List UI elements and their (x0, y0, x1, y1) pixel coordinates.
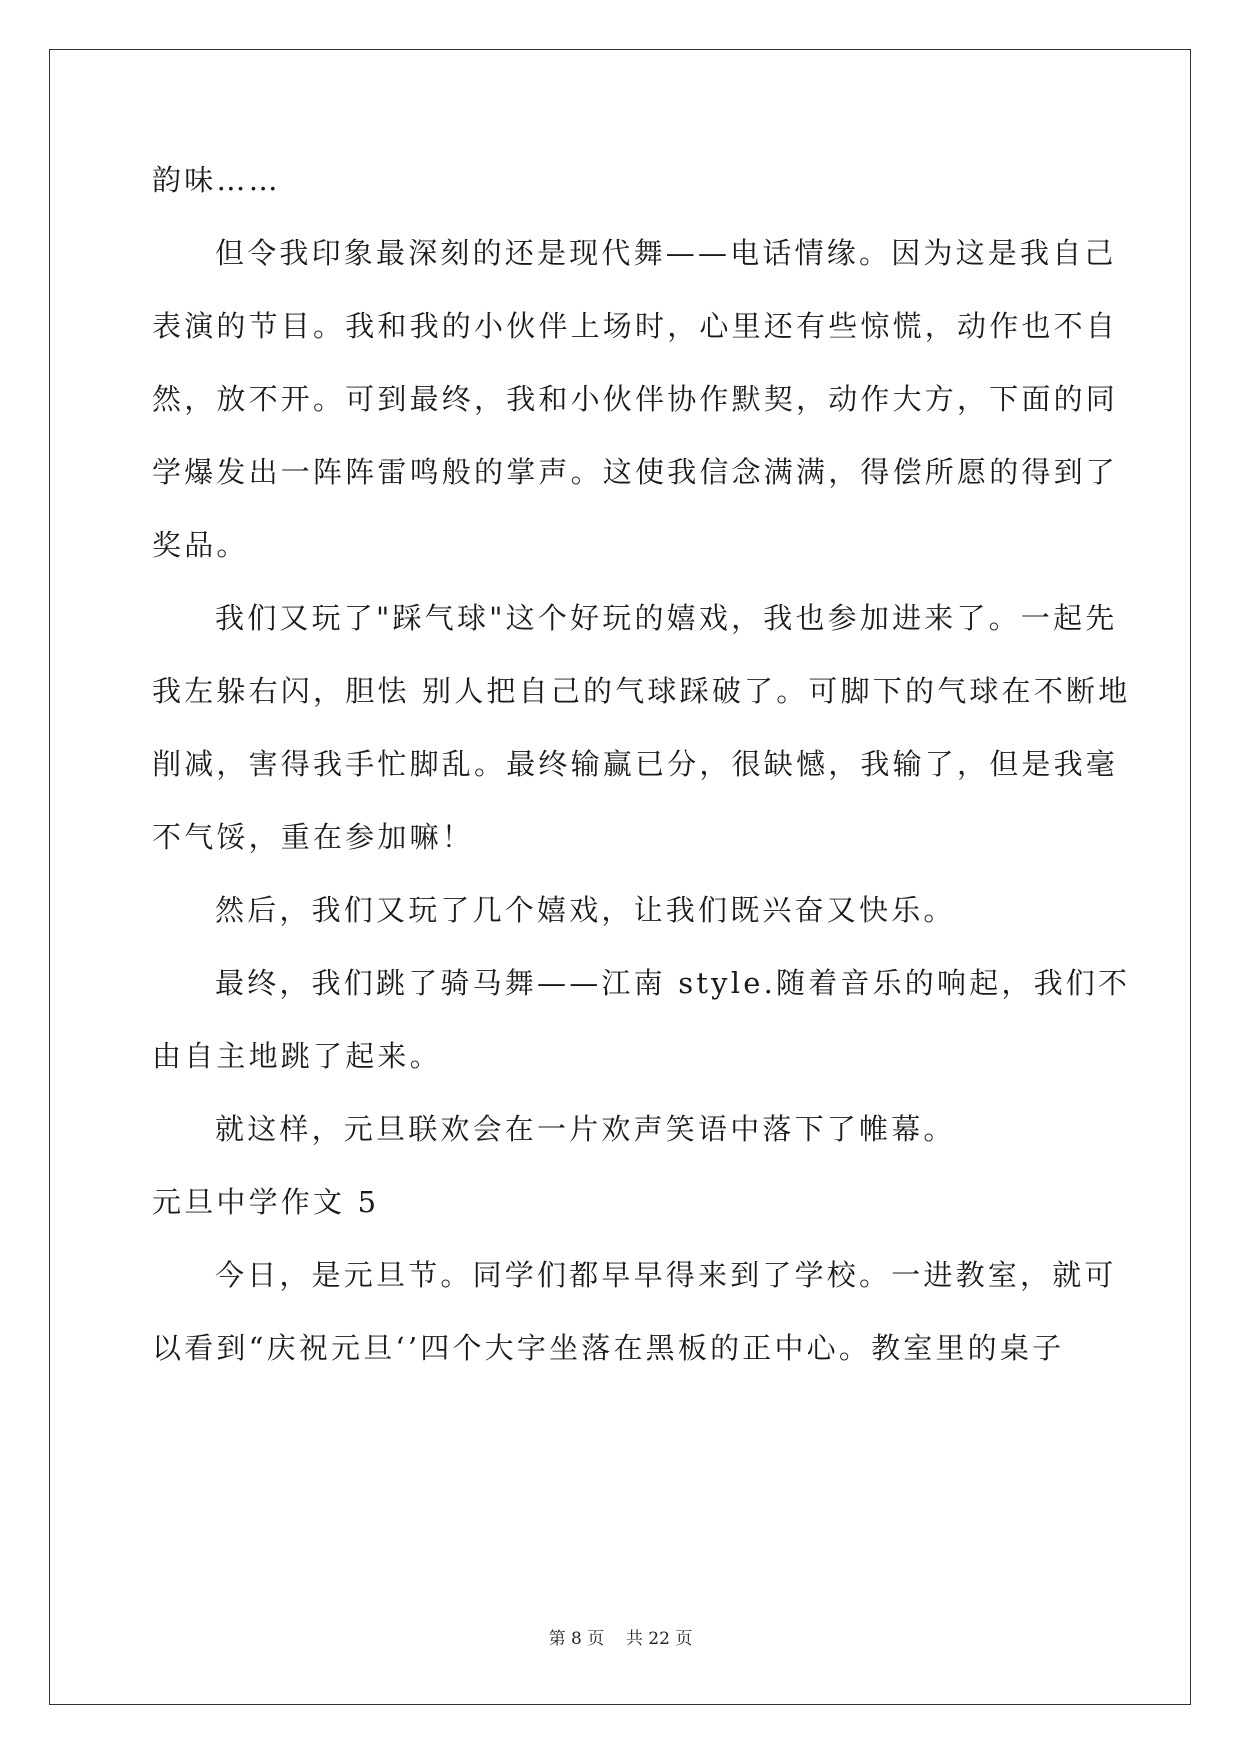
paragraph-line: 就这样，元旦联欢会在一片欢声笑语中落下了帷幕。 (215, 1112, 956, 1146)
text-line: 然，放不开。可到最终，我和小伙伴协作默契，动作大方，下面的同 (152, 382, 1119, 416)
text-line: 不气馁，重在参加嘛！ (152, 820, 475, 854)
text-line: 由自主地跳了起来。 (152, 1039, 442, 1073)
section-heading: 元旦中学作文 5 (152, 1185, 380, 1219)
paragraph-line: 我们又玩了"踩气球"这个好玩的嬉戏，我也参加进来了。一起先 (215, 601, 1118, 635)
page-footer (0, 1624, 1241, 1649)
text-line: 表演的节目。我和我的小伙伴上场时，心里还有些惊慌，动作也不自 (152, 309, 1119, 343)
page-total: 共 22 页 (625, 1629, 693, 1649)
paragraph-line: 今日，是元旦节。同学们都早早得来到了学校。一进教室，就可 (215, 1258, 1117, 1292)
page-border (49, 49, 1191, 1705)
paragraph-line: 最终，我们跳了骑马舞——江南 style.随着音乐的响起，我们不 (215, 966, 1131, 1000)
page-number: 第 8 页 (548, 1629, 605, 1649)
text-line: 奖品。 (152, 528, 249, 562)
text-line: 我左躲右闪，胆怯 别人把自己的气球踩破了。可脚下的气球在不断地 (152, 674, 1131, 708)
paragraph-line: 然后，我们又玩了几个嬉戏，让我们既兴奋又快乐。 (215, 893, 956, 927)
text-line: 削减，害得我手忙脚乱。最终输赢已分，很缺憾，我输了，但是我毫 (152, 747, 1119, 781)
text-line: 学爆发出一阵阵雷鸣般的掌声。这使我信念满满，得偿所愿的得到了 (152, 455, 1119, 489)
text-line: 韵味…… (152, 163, 281, 197)
paragraph-line: 但令我印象最深刻的还是现代舞——电话情缘。因为这是我自己 (215, 236, 1117, 270)
text-line: 以看到“庆祝元旦‘’四个大字坐落在黑板的正中心。教室里的桌子 (152, 1331, 1065, 1365)
